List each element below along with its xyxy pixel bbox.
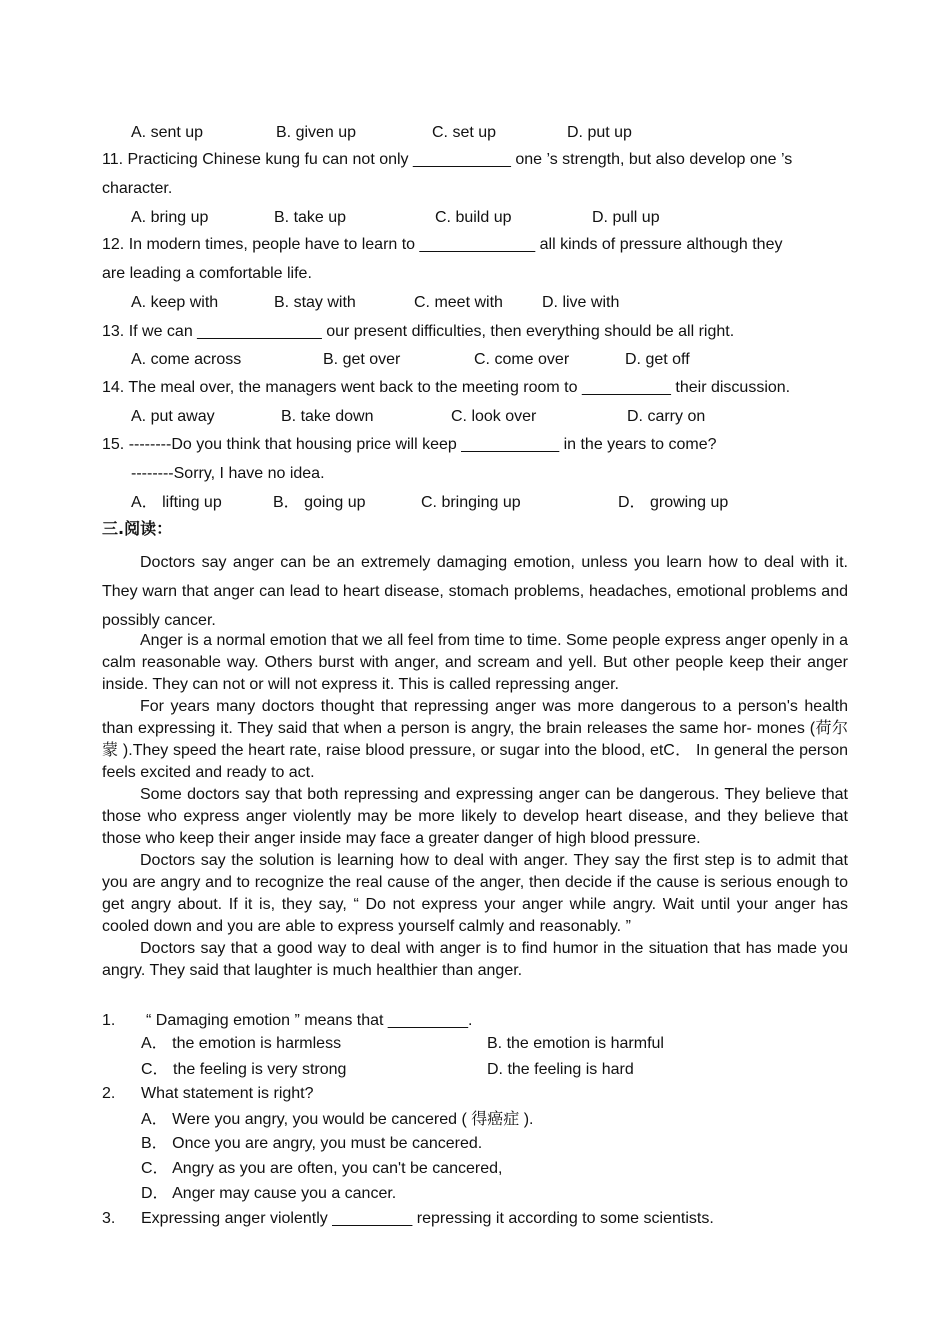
q13-option-d: D. get off [625, 351, 690, 368]
passage-paragraph-4: Some doctors say that both repressing and expressing anger can be dangerous. They believe that those who express anger violently may be more likely to develop heart disease, and they believe that those who keep their anger inside may face a greater danger of high blood pressure. [102, 786, 848, 847]
r2-option-a: A． Were you angry, you would be cancered ( 得癌症 ). [141, 1111, 534, 1128]
q12-option-b: B. stay with [274, 294, 356, 311]
r3-stem: Expressing anger violently _________ repressing it according to some scientists. [141, 1210, 714, 1227]
q12-stem-cont: are leading a comfortable life. [102, 265, 312, 282]
q14-stem: 14. The meal over, the managers went back to the meeting room to __________ their discussion. [102, 379, 791, 396]
r3-number: 3. [102, 1210, 116, 1227]
q10-option-b: B. given up [276, 124, 357, 141]
passage-paragraph-1 [102, 548, 848, 635]
q15-option-a: A． lifting up [131, 494, 222, 511]
q11-stem-cont: character. [102, 180, 173, 197]
passage-paragraph-6: Doctors say that a good way to deal with anger is to find humor in the situation that has made you angry. They said that laughter is much healthier than anger. [102, 940, 848, 979]
q11-option-d: D. pull up [592, 209, 660, 226]
q15-reply: --------Sorry, I have no idea. [131, 465, 325, 482]
r2-option-c: C． Angry as you are often, you can't be cancered, [141, 1160, 503, 1177]
q15-option-d: D． growing up [618, 494, 729, 511]
q14-option-a: A. put away [131, 408, 215, 425]
q13-option-c: C. come over [474, 351, 570, 368]
section-heading: 三.阅读： [102, 519, 173, 538]
q14-option-c: C. look over [451, 408, 537, 425]
q15-option-b: B． going up [273, 494, 366, 511]
r1-option-c: C． the feeling is very strong [141, 1061, 347, 1078]
r2-option-b: B． Once you are angry, you must be cancered. [141, 1135, 483, 1152]
paragraph-text: Doctors say anger can be an extremely damaging emotion, unless you learn how to deal with it. They warn that anger can lead to heart disease, stomach problems, headaches, emotional problems and possibly cancer. [102, 554, 848, 629]
q12-stem: 12. In modern times, people have to learn to _____________ all kinds of pressure although they [102, 236, 783, 253]
q11-option-b: B. take up [274, 209, 347, 226]
q14-option-d: D. carry on [627, 408, 706, 425]
r1-stem: “ Damaging emotion ” means that _________. [146, 1012, 473, 1029]
r2-number: 2. [102, 1085, 116, 1102]
q13-option-b: B. get over [323, 351, 401, 368]
q15-stem: 15. --------Do you think that housing price will keep ___________ in the years to come? [102, 436, 717, 453]
q11-option-c: C. build up [435, 209, 512, 226]
q10-option-d: D. put up [567, 124, 632, 141]
q13-option-a: A. come across [131, 351, 242, 368]
q11-stem: 11. Practicing Chinese kung fu can not only ___________ one ’s strength, but also develop one ’s [102, 151, 793, 168]
r1-option-d: D. the feeling is hard [487, 1061, 634, 1078]
r1-option-a: A． the emotion is harmless [141, 1035, 342, 1052]
r2-stem: What statement is right? [141, 1085, 314, 1102]
r2-option-d: D． Anger may cause you a cancer. [141, 1185, 397, 1202]
q12-option-a: A. keep with [131, 294, 219, 311]
q12-option-d: D. live with [542, 294, 620, 311]
q10-option-c: C. set up [432, 124, 497, 141]
passage-body [102, 630, 848, 982]
q11-option-a: A. bring up [131, 209, 209, 226]
q13-stem: 13. If we can ______________ our present difficulties, then everything should be all right. [102, 323, 735, 340]
passage-paragraph-2: Anger is a normal emotion that we all feel from time to time. Some people express anger openly in a calm reasonable way. Others burst with anger, and scream and yell. But other people keep their anger inside. They can not or will not express it. This is called repressing anger. [102, 632, 848, 693]
q12-option-c: C. meet with [414, 294, 503, 311]
r1-option-b: B. the emotion is harmful [487, 1035, 664, 1052]
q10-option-a: A. sent up [131, 124, 204, 141]
passage-paragraph-5: Doctors say the solution is learning how to deal with anger. They say the first step is to admit that you are angry and to recognize the real cause of the anger, then decide if the cause is serious enough to get angry about. If it is, they say, “ Do not express your anger while angry. Wait until your anger has cooled down and you are able to express yourself calmly and reasonably. ” [102, 852, 848, 935]
passage-paragraph-3: For years many doctors thought that repressing anger was more dangerous to a person's health than expressing it. They said that when a person is angry, the brain releases the same hor- mones (荷尔蒙 ).They speed the heart rate, raise blood pressure, or sugar into the blood, etC． In general the person feels excited and ready to act. [102, 698, 848, 781]
q14-option-b: B. take down [281, 408, 374, 425]
q15-option-c: C. bringing up [421, 494, 521, 511]
r1-number: 1. [102, 1012, 116, 1029]
